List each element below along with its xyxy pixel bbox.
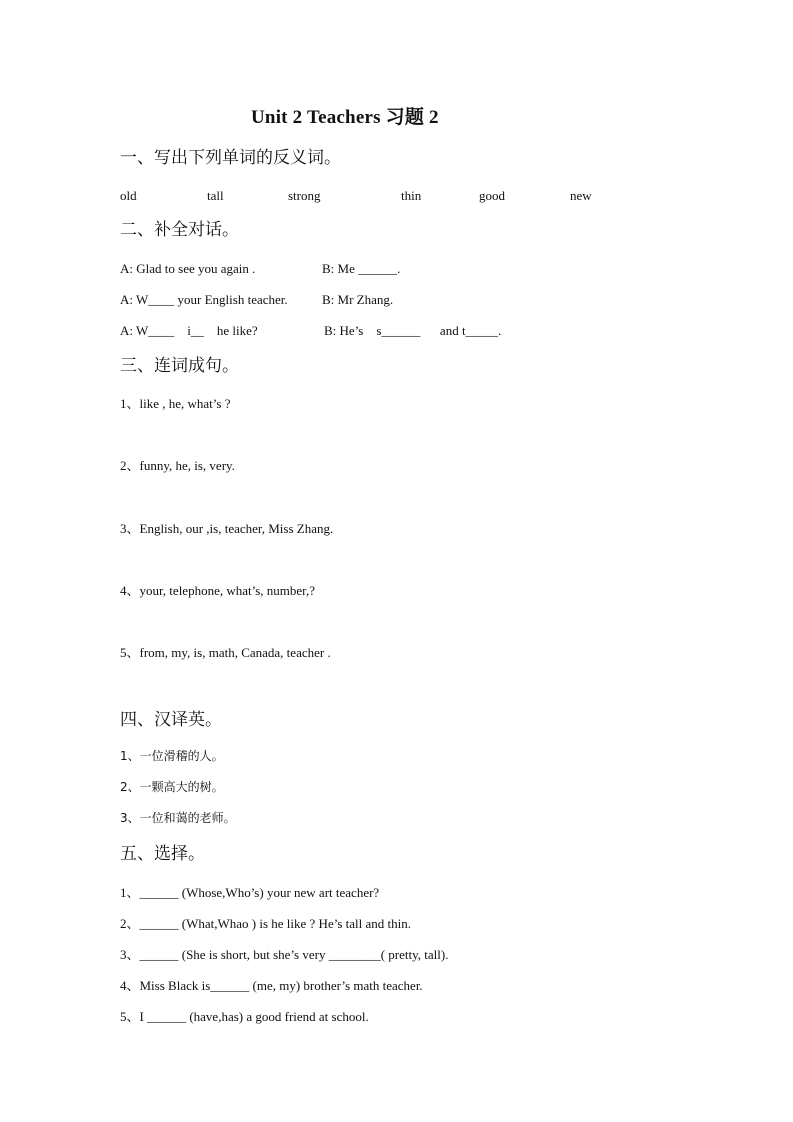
list-item: 2、一颗高大的树。 [120,780,224,794]
dialog-line-b: B: He’s s______ and t_____. [324,323,502,338]
dialog-line-a: A: W____ your English teacher. [120,292,288,307]
dialog-line-a: A: Glad to see you again . [120,261,256,276]
word-item: strong [288,188,321,203]
list-item: 3、English, our ,is, teacher, Miss Zhang. [120,521,334,536]
section-1-heading: 一、写出下列单词的反义词。 [120,148,341,168]
list-item: 3、一位和蔼的老师。 [120,811,236,825]
dialog-line-b: B: Me ______. [322,261,401,276]
list-item: 4、Miss Black is______ (me, my) brother’s math teacher. [120,978,423,993]
section-2-heading: 二、补全对话。 [120,220,239,240]
list-item: 2、______ (What,Whao ) is he like ? He’s tall and thin. [120,916,411,931]
dialog-line-a: A: W____ i__ he like? [120,323,258,338]
section-4-heading: 四、汉译英。 [120,710,222,730]
list-item: 5、from, my, is, math, Canada, teacher . [120,645,331,660]
list-item: 2、funny, he, is, very. [120,458,235,473]
list-item: 3、______ (She is short, but she’s very ________( pretty, tall). [120,947,449,962]
list-item: 5、I ______ (have,has) a good friend at school. [120,1009,369,1024]
page-title: Unit 2 Teachers 习题 2 [251,107,439,128]
word-item: tall [207,188,224,203]
dialog-line-b: B: Mr Zhang. [322,292,394,307]
list-item: 1、______ (Whose,Who’s) your new art teacher? [120,885,380,900]
word-item: new [570,188,592,203]
list-item: 4、your, telephone, what’s, number,? [120,583,315,598]
word-item: thin [401,188,422,203]
section-5-heading: 五、选择。 [120,844,205,864]
word-item: good [479,188,505,203]
word-item: old [120,188,137,203]
list-item: 1、like , he, what’s ? [120,396,231,411]
section-3-heading: 三、连词成句。 [120,356,239,376]
list-item: 1、一位滑稽的人。 [120,749,224,763]
